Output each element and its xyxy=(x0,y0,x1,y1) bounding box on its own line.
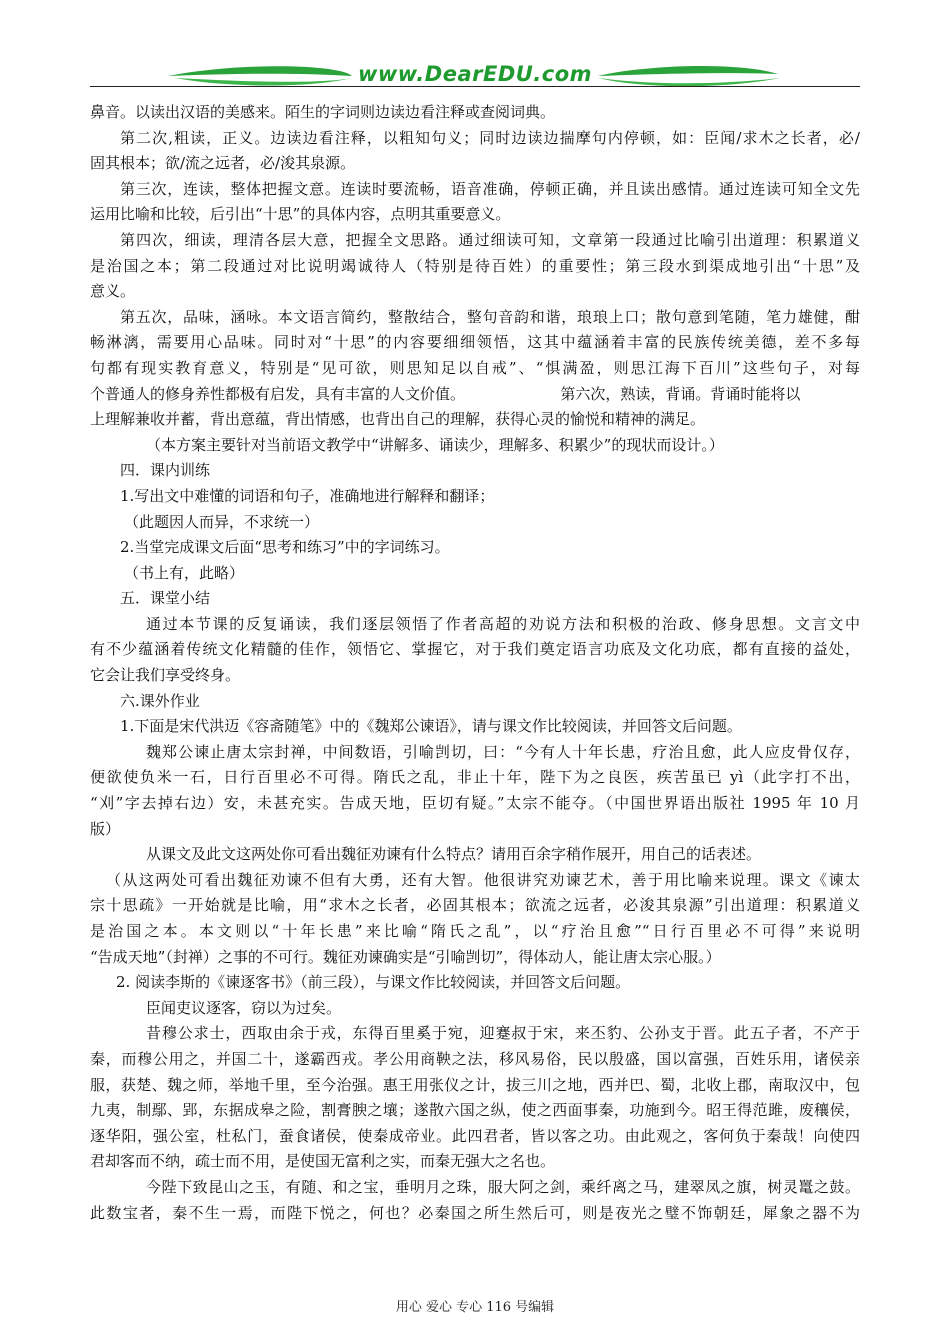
text-line: 句都有现实教育意义，特别是“见可欲，则思知足以自戒”、“惧满盈，则思江海下百川”这些句子，对每 xyxy=(90,358,860,377)
text-line: 通过本节课的反复诵读，我们逐层领悟了作者高超的劝说方法和积极的治政、修身思想。文言文中 xyxy=(146,614,860,633)
text-line: 臣闻吏议逐客，窃以为过矣。 xyxy=(146,998,342,1017)
text-line: 从课文及此文这两处你可看出魏征劝谏有什么特点？请用百余字稍作展开，用自己的话表述。 xyxy=(146,845,762,864)
text-line: （书上有，此略） xyxy=(124,563,245,582)
text-line: “刈”字去掉右边）安，未甚充实。告成天地，臣切有疑。”太宗不能夺。（中国世界语出版社 1995 年 10 月 xyxy=(90,794,860,813)
text-line: 逐华阳，强公室，杜私门，蚕食诸侯，使秦成帝业。此四君者，皆以客之功。由此观之，客何负于秦哉！向使四 xyxy=(90,1126,860,1145)
text-line: 九夷，制鄢、郢，东据成皋之险，割膏腴之壤；遂散六国之纵，使之西面事秦，功施到今。昭王得范雎，废穰侯， xyxy=(90,1101,860,1120)
text-line: 上理解兼收并蓄，背出意蕴，背出情感，也背出自己的理解，获得心灵的愉悦和精神的满足。 xyxy=(90,410,706,429)
text-line: 1.下面是宋代洪迈《容斋随笔》中的《魏郑公谏语》，请与课文作比较阅读，并回答文后问题。 xyxy=(120,717,742,736)
text-line: 是治国之本；第二段通过对比说明竭诚待人（特别是待百姓）的重要性；第三段水到渠成地引出“十思”及 xyxy=(90,256,860,275)
text-line: 是治国之本。本文则以“十年长患”来比喻“隋氏之乱”，以“疗治且愈”“日行百里必不可得”来说明 xyxy=(90,922,860,940)
document-body xyxy=(90,100,860,1226)
text-line: 第五次，品味，涵咏。本文语言简约，整散结合，整句音韵和谐，琅琅上口；散句意到笔随，笔力雄健，酣 xyxy=(120,307,860,326)
text-line: 服，获楚、魏之师，举地千里，至今治强。惠王用张仪之计，拔三川之地，西并巴、蜀，北收上郡，南取汉中，包 xyxy=(90,1075,860,1094)
site-logo-text[interactable]: www.DearEDU.com xyxy=(357,62,593,86)
site-header xyxy=(90,58,860,94)
text-line: 固其根本；欲/流之远者，必/浚其泉源。 xyxy=(90,154,356,173)
text-line: 今陛下致昆山之玉，有随、和之宝，垂明月之珠，服大阿之剑，乘纤离之马，建翠凤之旗，树灵鼍之鼓。 xyxy=(146,1177,860,1196)
text-line: 鼻音。以读出汉语的美感来。陌生的字词则边读边看注释或查阅词典。 xyxy=(90,103,556,121)
text-line: 它会让我们享受终身。 xyxy=(90,666,241,685)
text-line: 版） xyxy=(90,819,121,838)
text-line: 秦，而穆公用之，并国二十，遂霸西戎。孝公用商鞅之法，移风易俗，民以殷盛，国以富强，百姓乐用，诸侯亲 xyxy=(90,1049,860,1068)
page-footer: 用心 爱心 专心 116 号编辑 xyxy=(395,1300,555,1315)
text-line: 畅淋漓，需要用心品味。同时对“十思”的内容要细细领悟，这其中蕴涵着丰富的民族传统美德，差不多每 xyxy=(90,333,860,352)
text-line: 便欲使负米一石，日行百里必不可得。隋氏之乱，非止十年，陛下为之良医，疾苦虽已 yì（此字打不出， xyxy=(90,768,860,787)
text-line: 第三次，连读，整体把握文意。连读时要流畅，语音准确，停顿正确，并且读出感情。通过连读可知全文先 xyxy=(120,179,860,198)
section-heading: 六.课外作业 xyxy=(120,691,200,710)
text-line: 意义。 xyxy=(90,282,136,301)
text-line: “告成天地”（封禅）之事的不可行。魏征劝谏确实是“引喻剀切”，得体动人，能让唐太宗心服。） xyxy=(90,947,721,966)
text-line: 昔穆公求士，西取由余于戎，东得百里奚于宛，迎蹇叔于宋，来丕豹、公孙支于晋。此五子者，不产于 xyxy=(146,1024,860,1043)
text-line: 第二次,粗读，正义。边读边看注释，以粗知句义；同时边读边揣摩句内停顿，如：臣闻/求木之长者，必/ xyxy=(120,128,860,147)
text-line: 个普通人的修身养性都极有启发，具有丰富的人文价值。 第六次，熟读，背诵。背诵时能将以 xyxy=(90,384,801,403)
text-line: 2. 阅读李斯的《谏逐客书》（前三段），与课文作比较阅读，并回答文后问题。 xyxy=(116,973,631,992)
header-divider xyxy=(90,86,860,87)
text-line: 宗十思疏》一开始就是比喻，用“求木之长者，必固其根本；欲流之远者，必浚其泉源”引出道理：积累道义 xyxy=(90,896,860,915)
section-heading: 五．课堂小结 xyxy=(120,589,211,608)
text-line: 2.当堂完成课文后面“思考和练习”中的字词练习。 xyxy=(120,538,450,557)
section-heading: 四．课内训练 xyxy=(120,461,211,480)
text-line: 此数宝者，秦不生一焉，而陛下悦之，何也？必秦国之所生然后可，则是夜光之璧不饰朝廷，犀象之器不为 xyxy=(90,1203,860,1222)
text-line: 运用比喻和比较，后引出“十思”的具体内容，点明其重要意义。 xyxy=(90,205,511,224)
text-line: （此题因人而异，不求统一） xyxy=(124,512,320,531)
text-line: 有不少蕴涵着传统文化精髓的佳作，领悟它、掌握它，对于我们奠定语言功底及文化功底，都有直接的益处， xyxy=(90,640,860,659)
text-line: 君却客而不纳，疏士而不用，是使国无富利之实，而秦无强大之名也。 xyxy=(90,1152,556,1171)
text-line: （本方案主要针对当前语文教学中“讲解多、诵读少，理解多、积累少”的现状而设计。） xyxy=(146,435,724,454)
text-line: （从这两处可看出魏征劝谏不但有大勇，还有大智。他很讲究劝谏艺术，善于用比喻来说理。课文《谏太 xyxy=(106,870,860,889)
text-line: 1.写出文中难懂的词语和句子，准确地进行解释和翻译； xyxy=(120,486,495,505)
text-line: 魏郑公谏止唐太宗封禅，中间数语，引喻剀切，曰：“今有人十年长患，疗治且愈，此人应皮骨仅存， xyxy=(146,742,860,761)
text-line: 第四次，细读，理清各层大意，把握全文思路。通过细读可知，文章第一段通过比喻引出道理：积累道义 xyxy=(120,230,860,249)
